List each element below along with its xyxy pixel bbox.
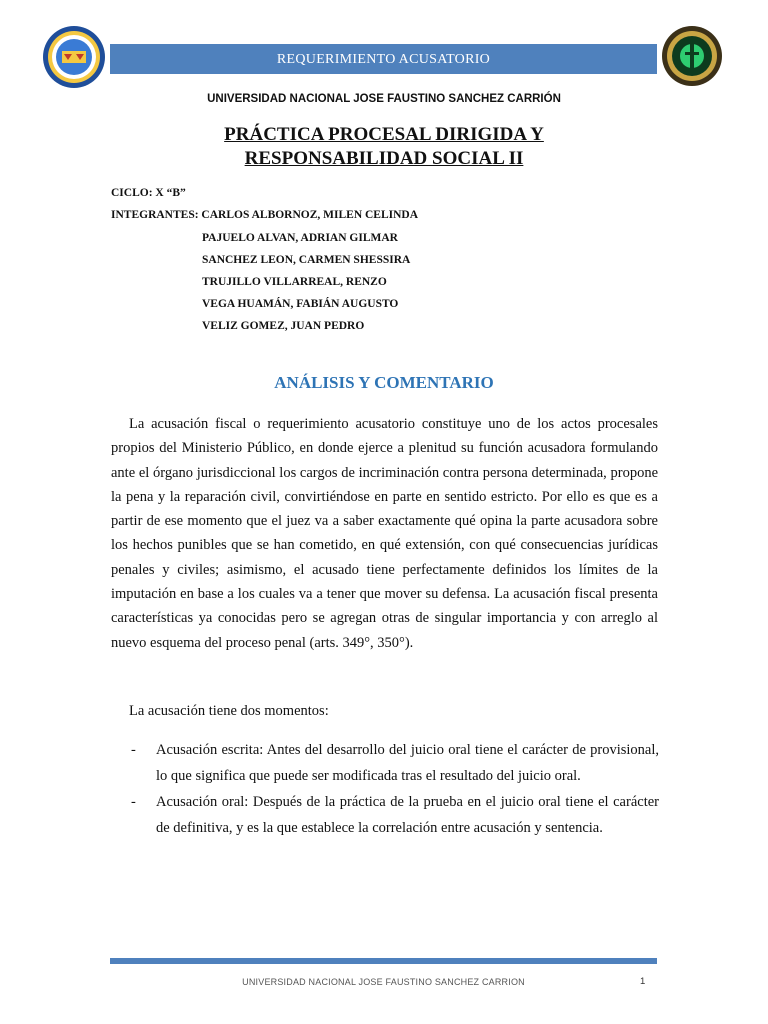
member-name: SANCHEZ LEON, CARMEN SHESSIRA	[202, 254, 411, 266]
moments-intro: La acusación tiene dos momentos:	[129, 703, 329, 719]
analysis-paragraph	[111, 412, 658, 655]
document-title	[0, 123, 768, 171]
moments-list	[129, 738, 659, 842]
university-seal-logo	[42, 24, 106, 90]
section-heading: ANÁLISIS Y COMENTARIO	[274, 373, 494, 392]
list-item	[129, 738, 659, 789]
integrantes-label: INTEGRANTES: CARLOS ALBORNOZ, MILEN CELINDA	[111, 209, 419, 221]
bullet-dash: -	[131, 794, 136, 810]
ciclo-label: CICLO: X “B”	[111, 187, 186, 199]
paragraph-text: La acusación fiscal o requerimiento acusatorio constituye uno de los actos procesales propios del Ministerio Público, en donde ejerce a plenitud su función acusadora formulando ante el órgano jurisdiccional los cargos de incriminación contra persona determinada, propone la pena y la reparación civil, convirtiéndose en parte en sentido estricto. Por ello es que es a partir de ese momento que el juez va a saber exactamente qué opina la parte acusadora sobre los hechos punibles que se han cometido, en qué extensión, con qué consecuencias jurídicas penales y civiles; asimismo, el acusado tiene perfectamente definidos los límites de la imputación en base a los cuales va a tener que mover su defensa. La acusación fiscal presenta características ya conocidas pero se agregan otras de singular importancia y con arreglo al nuevo esquema del proceso penal (arts. 349°, 350°).	[111, 416, 658, 651]
member-name: VELIZ GOMEZ, JUAN PEDRO	[202, 320, 365, 332]
member-name: VEGA HUAMÁN, FABIÁN AUGUSTO	[202, 298, 399, 310]
faculty-emblem-logo	[661, 24, 723, 88]
bullet-dash: -	[131, 742, 136, 758]
member-name: TRUJILLO VILLARREAL, RENZO	[202, 276, 387, 288]
university-name: UNIVERSIDAD NACIONAL JOSE FAUSTINO SANCHEZ CARRIÓN	[207, 93, 561, 105]
header-banner: REQUERIMIENTO ACUSATORIO	[110, 44, 657, 74]
list-item-text: Acusación escrita: Antes del desarrollo del juicio oral tiene el carácter de provisional, lo que significa que puede ser modificada tras el resultado del juicio oral.	[156, 742, 659, 784]
list-item-text: Acusación oral: Después de la práctica de la prueba en el juicio oral tiene el carácter de definitiva, y es la que establece la correlación entre acusación y sentencia.	[156, 794, 659, 836]
member-name: PAJUELO ALVAN, ADRIAN GILMAR	[202, 232, 398, 244]
title-line-1: PRÁCTICA PROCESAL DIRIGIDA Y	[224, 124, 544, 145]
footer-divider	[110, 958, 657, 964]
title-line-2: RESPONSABILIDAD SOCIAL II	[244, 148, 524, 169]
footer-university: UNIVERSIDAD NACIONAL JOSE FAUSTINO SANCHEZ CARRION	[242, 977, 525, 987]
list-item	[129, 790, 659, 841]
page-number: 1	[640, 976, 646, 987]
